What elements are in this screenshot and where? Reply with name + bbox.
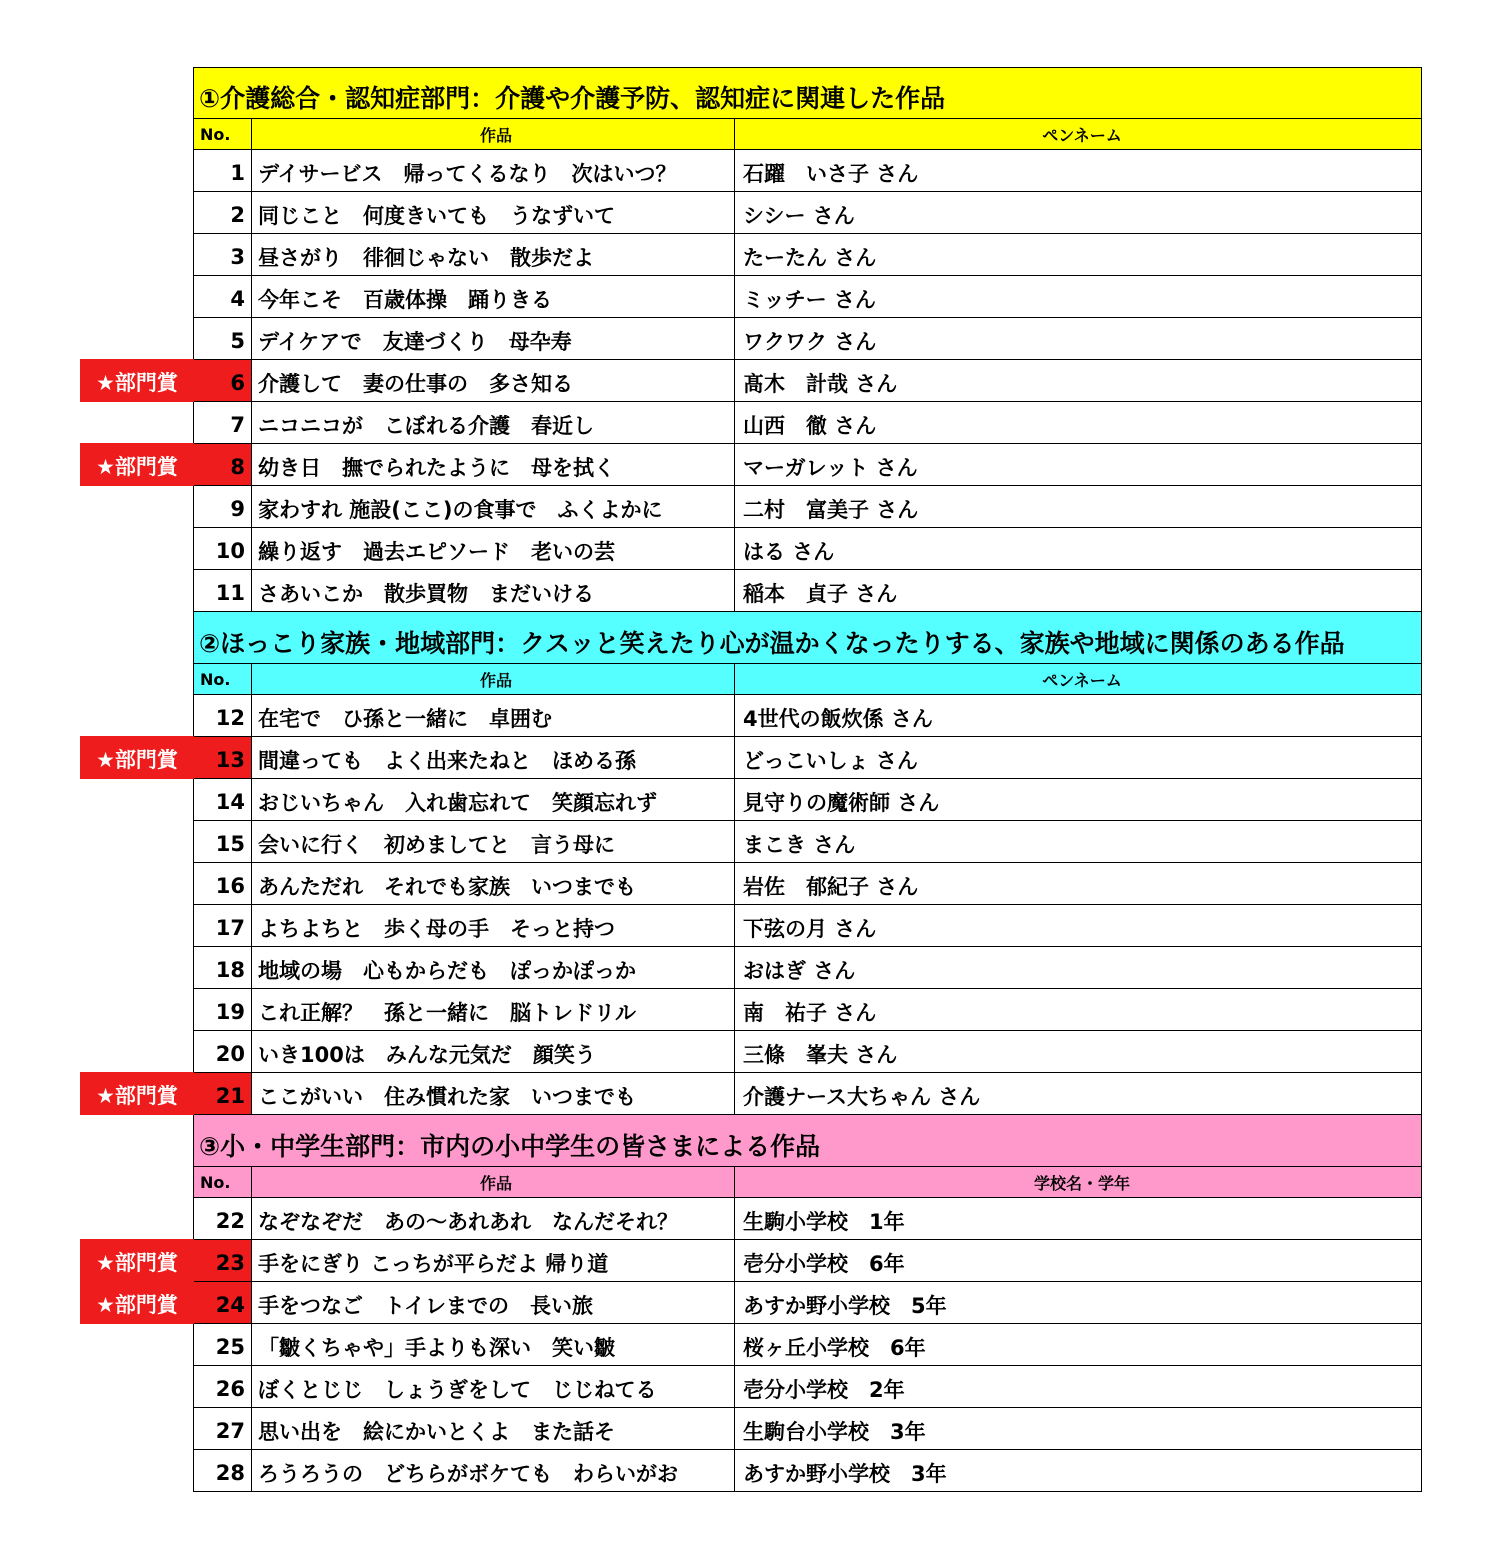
entry-number: 18	[194, 947, 252, 988]
entry-work: いき100は みんな元気だ 顔笑う	[252, 1031, 735, 1072]
table-row	[193, 947, 1422, 989]
header-no: No.	[194, 664, 252, 694]
entry-work: ここがいい 住み慣れた家 いつまでも	[252, 1073, 735, 1114]
entry-penname: シシー さん	[743, 203, 855, 228]
entry-number: 27	[194, 1408, 252, 1449]
entry-penname: 見守りの魔術師 さん	[743, 790, 940, 815]
entry-penname: ミッチー さん	[743, 287, 876, 312]
entry-work: 地域の場 心もからだも ぽっかぽっか	[252, 947, 735, 988]
entry-work: 間違っても よく出来たねと ほめる孫	[252, 737, 735, 778]
award-badge: ★部門賞	[80, 1281, 194, 1324]
entry-work: これ正解？ 孫と一緒に 脳トレドリル	[252, 989, 735, 1030]
entry-penname: はる さん	[743, 539, 835, 564]
entry-work: ニコニコが こぼれる介護 春近し	[252, 402, 735, 443]
entry-penname: 生駒小学校 1年	[743, 1209, 905, 1234]
entry-number: 3	[194, 234, 252, 275]
header-work: 作品	[252, 1167, 735, 1197]
section-title: ①介護総合・認知症部門：介護や介護予防、認知症に関連した作品	[193, 67, 1422, 119]
award-badge: ★部門賞	[80, 1072, 194, 1115]
entry-number: 17	[194, 905, 252, 946]
entry-penname: どっこいしょ さん	[743, 748, 918, 773]
award-badge: ★部門賞	[80, 736, 194, 779]
entry-penname: あすか野小学校 3年	[743, 1461, 947, 1486]
entry-penname: あすか野小学校 5年	[743, 1293, 947, 1318]
entry-penname: 石躍 いさ子 さん	[743, 161, 919, 186]
entry-penname: 生駒台小学校 3年	[743, 1419, 926, 1444]
table-row	[193, 1366, 1422, 1408]
entry-number: 20	[194, 1031, 252, 1072]
entry-number: 16	[194, 863, 252, 904]
table-row	[193, 1031, 1422, 1073]
entry-number: 11	[194, 570, 252, 611]
table-row	[193, 234, 1422, 276]
header-no: No.	[194, 1167, 252, 1197]
entry-number: 10	[194, 528, 252, 569]
table-row	[193, 821, 1422, 863]
entry-number: 2	[194, 192, 252, 233]
entry-penname: 桜ヶ丘小学校 6年	[743, 1335, 926, 1360]
table-row	[193, 989, 1422, 1031]
table-row	[193, 905, 1422, 947]
column-header-row	[193, 119, 1422, 150]
entry-work: 幼き日 撫でられたように 母を拭く	[252, 444, 735, 485]
entry-work: デイサービス 帰ってくるなり 次はいつ？	[252, 150, 735, 191]
entry-work: おじいちゃん 入れ歯忘れて 笑顔忘れず	[252, 779, 735, 820]
award-badge: ★部門賞	[80, 1239, 194, 1282]
entry-work: 「皺くちゃや」手よりも深い 笑い皺	[252, 1324, 735, 1365]
entry-number: 6	[194, 360, 252, 401]
table-row	[96, 444, 1422, 486]
entry-penname: 山西 徹 さん	[743, 413, 877, 438]
table-row	[193, 779, 1422, 821]
entry-work: ぼくとじじ しょうぎをして じじねてる	[252, 1366, 735, 1407]
table-row	[193, 318, 1422, 360]
section-title: ③小・中学生部門：市内の小中学生の皆さまによる作品	[193, 1115, 1422, 1167]
award-badge: ★部門賞	[80, 443, 194, 486]
entry-work: デイケアで 友達づくり 母卆寿	[252, 318, 735, 359]
header-no: No.	[194, 119, 252, 149]
entry-penname: おはぎ さん	[743, 958, 856, 983]
entry-penname: 稲本 貞子 さん	[743, 581, 898, 606]
entry-work: 繰り返す 過去エピソード 老いの芸	[252, 528, 735, 569]
entry-number: 1	[194, 150, 252, 191]
table-row	[193, 1198, 1422, 1240]
entry-penname: ワクワク さん	[743, 329, 877, 354]
entry-work: 昼さがり 徘徊じゃない 散歩だよ	[252, 234, 735, 275]
table-row	[193, 402, 1422, 444]
entry-penname: 下弦の月 さん	[743, 916, 877, 941]
entry-penname: たーたん さん	[743, 245, 877, 270]
table-row	[193, 276, 1422, 318]
entry-work: 在宅で ひ孫と一緒に 卓囲む	[252, 695, 735, 736]
entry-work: 手をつなご トイレまでの 長い旅	[252, 1282, 735, 1323]
entry-work: さあいこか 散歩買物 まだいける	[252, 570, 735, 611]
entry-penname: 壱分小学校 6年	[743, 1251, 905, 1276]
table-row	[193, 150, 1422, 192]
entry-number: 7	[194, 402, 252, 443]
header-penname: ペンネーム	[1042, 670, 1122, 690]
entry-number: 9	[194, 486, 252, 527]
entry-number: 15	[194, 821, 252, 862]
entry-work: 今年こそ 百歳体操 踊りきる	[252, 276, 735, 317]
table-row	[193, 863, 1422, 905]
table-row	[193, 1450, 1422, 1492]
table-row	[193, 570, 1422, 612]
header-work: 作品	[252, 119, 735, 149]
entry-penname: 壱分小学校 2年	[743, 1377, 905, 1402]
table-row	[193, 1324, 1422, 1366]
entry-work: ろうろうの どちらがボケても わらいがお	[252, 1450, 735, 1491]
entry-work: 思い出を 絵にかいとくよ また話そ	[252, 1408, 735, 1449]
entry-work: 会いに行く 初めましてと 言う母に	[252, 821, 735, 862]
entry-penname: 4世代の飯炊係 さん	[743, 706, 933, 731]
entry-number: 13	[194, 737, 252, 778]
entry-number: 8	[194, 444, 252, 485]
entry-penname: 二村 富美子 さん	[743, 497, 919, 522]
entry-number: 24	[194, 1282, 252, 1323]
entry-penname: まこき さん	[743, 832, 856, 857]
entry-work: よちよちと 歩く母の手 そっと持つ	[252, 905, 735, 946]
entry-number: 22	[194, 1198, 252, 1239]
entry-work: なぞなぞだ あの～あれあれ なんだそれ？	[252, 1198, 735, 1239]
entry-penname: 岩佐 郁紀子 さん	[743, 874, 919, 899]
entry-penname: マーガレット さん	[743, 455, 918, 480]
haiku-results-table	[96, 67, 1422, 1492]
table-row	[193, 1408, 1422, 1450]
entry-number: 26	[194, 1366, 252, 1407]
award-badge: ★部門賞	[80, 359, 194, 402]
header-work: 作品	[252, 664, 735, 694]
entry-penname: 三條 峯夫 さん	[743, 1042, 898, 1067]
header-penname: ペンネーム	[1042, 125, 1122, 145]
section-title: ②ほっこり家族・地域部門：クスッと笑えたり心が温かくなったりする、家族や地域に関係のある作品	[193, 612, 1422, 664]
entry-work: 家わすれ 施設(ここ)の食事で ふくよかに	[252, 486, 735, 527]
table-row	[96, 1073, 1422, 1115]
entry-penname: 介護ナース大ちゃん さん	[743, 1084, 981, 1109]
header-penname: 学校名・学年	[1033, 1173, 1130, 1193]
entry-number: 25	[194, 1324, 252, 1365]
table-row	[96, 1240, 1422, 1282]
column-header-row	[193, 1167, 1422, 1198]
table-row	[96, 737, 1422, 779]
entry-number: 28	[194, 1450, 252, 1491]
entry-work: 介護して 妻の仕事の 多さ知る	[252, 360, 735, 401]
entry-number: 23	[194, 1240, 252, 1281]
column-header-row	[193, 664, 1422, 695]
table-row	[193, 528, 1422, 570]
entry-work: あんただれ それでも家族 いつまでも	[252, 863, 735, 904]
entry-number: 5	[194, 318, 252, 359]
table-row	[193, 486, 1422, 528]
entry-number: 19	[194, 989, 252, 1030]
table-row	[193, 695, 1422, 737]
entry-penname: 髙木 計哉 さん	[743, 371, 898, 396]
entry-penname: 南 祐子 さん	[743, 1000, 877, 1025]
table-row	[193, 192, 1422, 234]
table-row	[96, 1282, 1422, 1324]
entry-work: 同じこと 何度きいても うなずいて	[252, 192, 735, 233]
entry-number: 21	[194, 1073, 252, 1114]
entry-number: 14	[194, 779, 252, 820]
entry-number: 12	[194, 695, 252, 736]
entry-work: 手をにぎり こっちが平らだよ 帰り道	[252, 1240, 735, 1281]
entry-number: 4	[194, 276, 252, 317]
table-row	[96, 360, 1422, 402]
